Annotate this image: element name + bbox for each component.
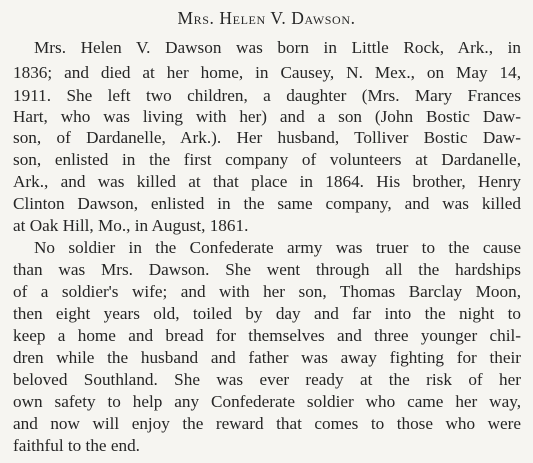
paragraph-1-line-6: son, enlisted in the first company of volunteers at Dardanelle, [13, 150, 521, 169]
paragraph-1-line-7: Ark., and was killed at that place in 1864. His brother, Henry [13, 172, 521, 191]
paragraph-1-line-5: son, of Dardanelle, Ark.). Her husband, Tolliver Bostic Daw- [13, 128, 521, 147]
paragraph-1-line-3: 1911. She left two children, a daughter (Mrs. Mary Frances [13, 86, 521, 105]
paragraph-2-line-5: keep a home and bread for themselves and three younger chil- [13, 326, 521, 345]
paragraph-2-line-7: beloved Southland. She was ever ready at the risk of her [13, 370, 521, 389]
paragraph-1-line-4: Hart, who was living with her) and a son (John Bostic Daw- [13, 107, 521, 126]
article-title: Mrs. Helen V. Dawson. [177, 8, 356, 28]
paragraph-2-line-1: No soldier in the Confederate army was truer to the cause [34, 238, 521, 257]
paragraph-2-line-8: own safety to help any Confederate soldier who came her way, [13, 392, 521, 411]
paragraph-1-line-2: 1836; and died at her home, in Causey, N. Mex., on May 14, [13, 63, 521, 82]
paragraph-2-line-2: than was Mrs. Dawson. She went through all the hardships [13, 260, 521, 279]
paragraph-1-line-9: at Oak Hill, Mo., in August, 1861. [13, 216, 249, 235]
paragraph-2-line-4: then eight years old, toiled by day and far into the night to [13, 304, 521, 323]
paragraph-2-line-6: dren while the husband and father was away fighting for their [13, 348, 521, 367]
paragraph-2-line-9: and now will enjoy the reward that comes to those who were [13, 414, 521, 433]
paragraph-2-line-10: faithful to the end. [13, 436, 140, 455]
paragraph-1-line-1: Mrs. Helen V. Dawson was born in Little Rock, Ark., in [34, 38, 521, 57]
paragraph-1-line-8: Clinton Dawson, enlisted in the same company, and was killed [13, 194, 521, 213]
paragraph-2-line-3: of a soldier's wife; and with her son, Thomas Barclay Moon, [13, 282, 521, 301]
